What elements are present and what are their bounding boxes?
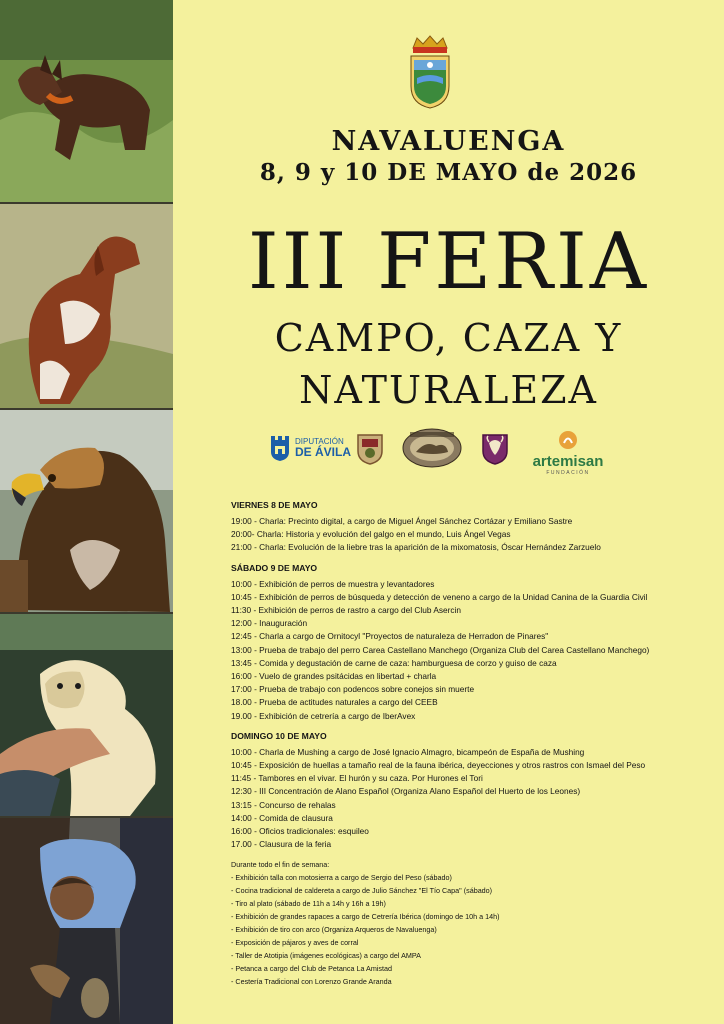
artemisan-emblem-icon — [557, 430, 579, 450]
event-dates: 8, 9 y 10 DE MAYO de 2026 — [259, 159, 638, 186]
weekend-item: - Taller de Atotipia (imágenes ecológicas) a cargo del AMPA — [231, 951, 421, 961]
goat-shield-icon — [481, 433, 509, 465]
weekend-item: - Cestería Tradicional con Lorenzo Grande Aranda — [231, 977, 392, 987]
program-item: 12:00 - Inauguración — [231, 618, 308, 629]
weekend-heading: Durante todo el fin de semana: — [231, 860, 330, 870]
diputacion-label: DIPUTACIÓN — [295, 437, 344, 446]
artemisan-name: artemisan — [532, 453, 604, 470]
program-item: 13:45 - Comida y degustación de carne de caza: hamburguesa de corzo y guiso de caza — [231, 657, 557, 668]
program-item: 10:00 - Charla de Mushing a cargo de José Ignacio Almagro, bicampeón de España de Mushing — [231, 746, 585, 757]
diputacion-de: DE — [295, 445, 312, 459]
program-item: 17.00 - Clausura de la feria — [231, 839, 332, 850]
program-item: 16:00 - Vuelo de grandes psitácidas en libertad + charla — [231, 671, 437, 682]
program-day-saturday — [231, 563, 721, 723]
program-item: 16:00 - Oficios tradicionales: esquileo — [231, 826, 369, 837]
photo-farrier — [0, 818, 173, 1024]
program-item: 12:30 - III Concentración de Alano Español (Organiza Alano Español del Huerto de los Leones) — [231, 786, 581, 797]
day-heading: VIERNES 8 DE MAYO — [231, 500, 318, 510]
program-item: 12:45 - Charla a cargo de Ornitocyl "Proyectos de naturaleza de Herradon de Pinares" — [231, 631, 549, 642]
program-item: 11:45 - Tambores en el vivar. El hurón y su caza. Por Hurones el Tori — [231, 773, 483, 784]
photo-spaniel — [0, 204, 173, 408]
castle-icon — [269, 432, 291, 462]
weekend-item: - Tiro al plato (sábado de 11h a 14h y 16h a 19h) — [231, 899, 386, 909]
main-content — [173, 0, 724, 1024]
weekend-item: - Cocina tradicional de caldereta a cargo de Julio Sánchez "El Tío Capa" (sábado) — [231, 886, 493, 896]
town-crest-icon — [405, 34, 455, 110]
day-heading: SÁBADO 9 DE MAYO — [231, 562, 318, 573]
diputacion-name: ÁVILA — [315, 445, 352, 459]
weekend-item: - Exposición de pájaros y aves de corral — [231, 938, 359, 948]
program-item: 10:45 - Exposición de huellas a tamaño real de la fauna ibérica, deyecciones y otros rastros con Ismael del Peso — [231, 760, 646, 771]
program-day-friday — [231, 500, 721, 555]
program-item: 17:00 - Prueba de trabajo con podencos sobre conejos sin muerte — [231, 684, 475, 695]
hunting-shield-icon — [356, 433, 384, 465]
photo-strip — [0, 0, 173, 1024]
logo-artemisan — [528, 430, 608, 476]
program-item: 14:00 - Comida de clausura — [231, 812, 333, 823]
program-day-sunday — [231, 731, 721, 852]
program-item: 18.00 - Prueba de actitudes naturales a cargo del CEEB — [231, 697, 438, 708]
program — [231, 500, 721, 996]
program-item: 21:00 - Charla: Evolución de la liebre tras la aparición de la mixomatosis, Óscar Hernández Zarzuelo — [231, 542, 601, 553]
program-item: 20:00- Charla: Historia y evolución del galgo en el mundo, Luis Ángel Vegas — [231, 529, 511, 540]
photo-ferret — [0, 614, 173, 816]
program-item: 19.00 - Exhibición de cetrería a cargo de IberAvex — [231, 710, 416, 721]
weekend-item: - Exhibición talla con motosierra a cargo de Sergio del Peso (sábado) — [231, 873, 452, 883]
program-item: 10:00 - Exhibición de perros de muestra y levantadores — [231, 578, 435, 589]
weekend-item: - Exhibición de tiro con arco (Organiza Arqueros de Navaluenga) — [231, 925, 437, 935]
program-item: 13:00 - Prueba de trabajo del perro Carea Castellano Manchego (Organiza Club del Carea Castellano Manchego) — [231, 644, 650, 655]
town-name: NAVALUENGA — [331, 126, 566, 157]
event-title: III FERIA — [247, 217, 650, 307]
program-item: 10:45 - Exhibición de perros de búsqueda y detección de veneno a cargo de la Unidad Canina de la Guardia Civil — [231, 591, 648, 602]
logo-diputacion-avila — [269, 432, 351, 462]
program-item: 19:00 - Charla: Precinto digital, a cargo de Miguel Ángel Sánchez Cortázar y Emiliano Sastre — [231, 516, 573, 526]
event-subtitle-line2: NATURALEZA — [299, 368, 598, 412]
photo-dog-running — [0, 0, 173, 202]
day-heading: DOMINGO 10 DE MAYO — [231, 730, 327, 741]
club-oval-logo-icon — [402, 428, 462, 468]
event-subtitle-line1: CAMPO, CAZA Y — [274, 316, 623, 360]
sponsor-logos — [173, 428, 724, 476]
photo-eagle — [0, 410, 173, 612]
program-weekend — [231, 859, 721, 988]
program-item: 13:15 - Concurso de rehalas — [231, 799, 336, 810]
artemisan-subtitle: FUNDACIÓN — [546, 470, 590, 476]
weekend-item: - Petanca a cargo del Club de Petanca La Amistad — [231, 964, 393, 974]
program-item: 11:30 - Exhibición de perros de rastro a cargo del Club Asercin — [231, 605, 461, 616]
weekend-item: - Exhibición de grandes rapaces a cargo de Cetrería Ibérica (domingo de 10h a 14h) — [231, 912, 500, 922]
